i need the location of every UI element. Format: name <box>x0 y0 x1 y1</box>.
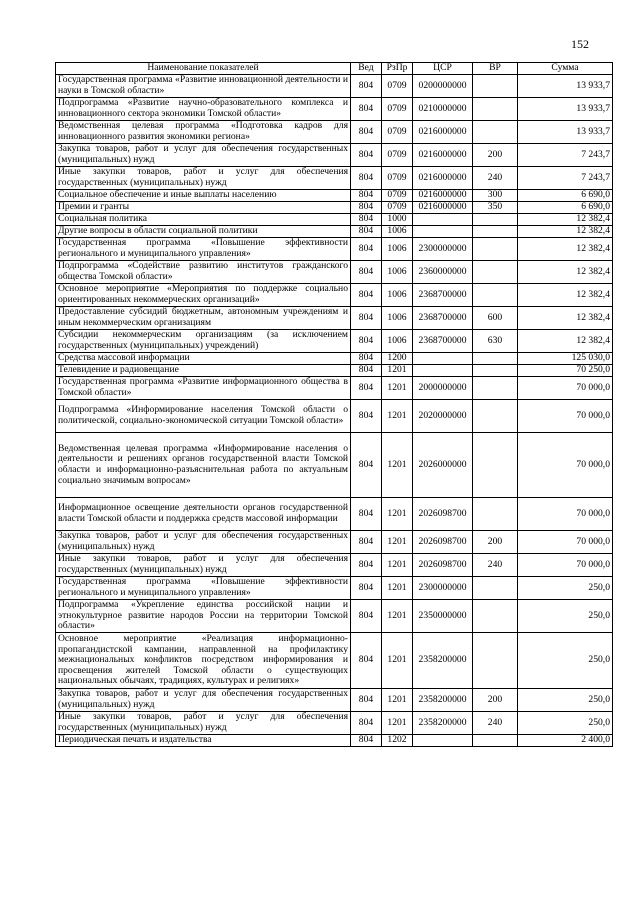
row-ved: 804 <box>351 167 382 190</box>
row-csr: 2358200000 <box>413 689 473 712</box>
row-vr: 600 <box>473 307 518 330</box>
row-csr <box>413 226 473 238</box>
row-vr <box>473 353 518 365</box>
row-sum: 12 382,4 <box>518 261 613 284</box>
row-ved: 804 <box>351 577 382 600</box>
row-rzpr: 1202 <box>382 735 413 747</box>
row-csr: 2358200000 <box>413 712 473 735</box>
row-csr: 0200000000 <box>413 75 473 98</box>
row-ved: 804 <box>351 121 382 144</box>
row-csr: 2020000000 <box>413 400 473 433</box>
row-rzpr: 0709 <box>382 75 413 98</box>
row-name: Государственная программа «Повышение эффективности регионального и муниципального управления» <box>56 238 351 261</box>
row-ved: 804 <box>351 98 382 121</box>
row-name: Государственная программа «Развитие информационного общества в Томской области» <box>56 377 351 400</box>
row-ved: 804 <box>351 735 382 747</box>
row-name: Средства массовой информации <box>56 353 351 365</box>
row-csr: 2026098700 <box>413 498 473 531</box>
row-csr: 0210000000 <box>413 98 473 121</box>
row-csr: 2358200000 <box>413 633 473 689</box>
row-rzpr: 1201 <box>382 377 413 400</box>
row-name: Основное мероприятие «Реализация информационно-пропагандистской кампании, направленной на профилактику межнациональных конфликтов посредством информирования и просвещения жителей Томской области о существующих национальных обычаях, традициях, культурах и религиях» <box>56 633 351 689</box>
row-ved: 804 <box>351 353 382 365</box>
column-header-sum: Сумма <box>518 63 613 75</box>
column-header-csr: ЦСР <box>413 63 473 75</box>
row-vr <box>473 498 518 531</box>
row-name: Социальное обеспечение и иные выплаты населению <box>56 190 351 202</box>
row-sum: 13 933,7 <box>518 75 613 98</box>
table-row <box>56 554 613 577</box>
row-sum: 250,0 <box>518 633 613 689</box>
row-csr <box>413 214 473 226</box>
row-name: Иные закупки товаров, работ и услуг для обеспечения государственных (муниципальных) нужд <box>56 167 351 190</box>
table-row <box>56 202 613 214</box>
row-vr <box>473 214 518 226</box>
row-csr: 2368700000 <box>413 307 473 330</box>
row-ved: 804 <box>351 284 382 307</box>
row-ved: 804 <box>351 365 382 377</box>
column-header-rzpr: РзПр <box>382 63 413 75</box>
row-name: Предоставление субсидий бюджетным, автономным учреждениям и иным некоммерческим организациям <box>56 307 351 330</box>
row-name: Иные закупки товаров, работ и услуг для обеспечения государственных (муниципальных) нужд <box>56 712 351 735</box>
table-row <box>56 121 613 144</box>
row-vr: 200 <box>473 531 518 554</box>
row-vr <box>473 633 518 689</box>
row-vr <box>473 75 518 98</box>
row-csr: 0216000000 <box>413 202 473 214</box>
table-row <box>56 377 613 400</box>
row-ved: 804 <box>351 144 382 167</box>
row-sum: 70 000,0 <box>518 377 613 400</box>
table-row <box>56 498 613 531</box>
row-rzpr: 1200 <box>382 353 413 365</box>
row-vr <box>473 121 518 144</box>
row-vr <box>473 433 518 498</box>
row-csr: 2368700000 <box>413 284 473 307</box>
row-sum: 12 382,4 <box>518 214 613 226</box>
row-rzpr: 0709 <box>382 202 413 214</box>
row-rzpr: 1201 <box>382 554 413 577</box>
table-row <box>56 600 613 633</box>
row-rzpr: 1201 <box>382 433 413 498</box>
row-csr <box>413 365 473 377</box>
row-vr: 300 <box>473 190 518 202</box>
row-sum: 13 933,7 <box>518 121 613 144</box>
row-vr <box>473 238 518 261</box>
row-ved: 804 <box>351 600 382 633</box>
row-rzpr: 1006 <box>382 226 413 238</box>
table-row <box>56 712 613 735</box>
row-csr <box>413 353 473 365</box>
column-header-name: Наименование показателей <box>56 63 351 75</box>
row-ved: 804 <box>351 400 382 433</box>
row-csr: 2026000000 <box>413 433 473 498</box>
budget-table <box>55 62 613 747</box>
row-rzpr: 1006 <box>382 238 413 261</box>
row-ved: 804 <box>351 531 382 554</box>
row-csr: 2300000000 <box>413 577 473 600</box>
row-sum: 12 382,4 <box>518 284 613 307</box>
row-ved: 804 <box>351 689 382 712</box>
row-name: Подпрограмма «Информирование населения Томской области о политической, социально-экономической ситуации Томской области» <box>56 400 351 433</box>
row-rzpr: 1006 <box>382 284 413 307</box>
page-number: 152 <box>571 37 589 51</box>
table-row <box>56 190 613 202</box>
table-row <box>56 144 613 167</box>
table-row <box>56 330 613 353</box>
table-row <box>56 307 613 330</box>
row-vr: 240 <box>473 554 518 577</box>
row-sum: 250,0 <box>518 689 613 712</box>
row-vr: 630 <box>473 330 518 353</box>
row-name: Телевидение и радиовещание <box>56 365 351 377</box>
row-name: Закупка товаров, работ и услуг для обеспечения государственных (муниципальных) нужд <box>56 144 351 167</box>
table-row <box>56 689 613 712</box>
row-rzpr: 1201 <box>382 600 413 633</box>
row-rzpr: 0709 <box>382 98 413 121</box>
table-row <box>56 238 613 261</box>
row-name: Подпрограмма «Содействие развитию институтов гражданского общества Томской области» <box>56 261 351 284</box>
row-name: Закупка товаров, работ и услуг для обеспечения государственных (муниципальных) нужд <box>56 531 351 554</box>
row-sum: 70 000,0 <box>518 554 613 577</box>
row-rzpr: 1201 <box>382 577 413 600</box>
row-name: Премии и гранты <box>56 202 351 214</box>
row-rzpr: 1201 <box>382 365 413 377</box>
row-vr: 350 <box>473 202 518 214</box>
table-row <box>56 735 613 747</box>
row-rzpr: 0709 <box>382 190 413 202</box>
row-name: Социальная политика <box>56 214 351 226</box>
row-csr: 2368700000 <box>413 330 473 353</box>
row-rzpr: 1000 <box>382 214 413 226</box>
table-row <box>56 531 613 554</box>
row-sum: 12 382,4 <box>518 226 613 238</box>
row-ved: 804 <box>351 307 382 330</box>
row-ved: 804 <box>351 633 382 689</box>
table-row <box>56 633 613 689</box>
row-name: Субсидии некоммерческим организациям (за исключением государственных (муниципальных) учреждений) <box>56 330 351 353</box>
row-sum: 2 400,0 <box>518 735 613 747</box>
table-row <box>56 433 613 498</box>
row-ved: 804 <box>351 377 382 400</box>
row-csr: 2360000000 <box>413 261 473 284</box>
row-vr <box>473 735 518 747</box>
row-vr: 240 <box>473 167 518 190</box>
row-name: Другие вопросы в области социальной политики <box>56 226 351 238</box>
table-row <box>56 75 613 98</box>
row-rzpr: 0709 <box>382 121 413 144</box>
row-sum: 70 000,0 <box>518 400 613 433</box>
row-ved: 804 <box>351 214 382 226</box>
row-vr <box>473 600 518 633</box>
row-csr: 2000000000 <box>413 377 473 400</box>
row-csr: 2300000000 <box>413 238 473 261</box>
row-sum: 7 243,7 <box>518 167 613 190</box>
row-csr: 0216000000 <box>413 190 473 202</box>
row-name: Закупка товаров, работ и услуг для обеспечения государственных (муниципальных) нужд <box>56 689 351 712</box>
row-vr <box>473 98 518 121</box>
table-row <box>56 98 613 121</box>
row-ved: 804 <box>351 75 382 98</box>
row-name: Подпрограмма «Развитие научно-образовательного комплекса и инновационного сектора экономики Томской области» <box>56 98 351 121</box>
row-rzpr: 0709 <box>382 167 413 190</box>
row-name: Периодическая печать и издательства <box>56 735 351 747</box>
row-rzpr: 1201 <box>382 498 413 531</box>
row-name: Ведомственная целевая программа «Подготовка кадров для инновационного развития экономики региона» <box>56 121 351 144</box>
row-ved: 804 <box>351 226 382 238</box>
row-sum: 12 382,4 <box>518 330 613 353</box>
row-ved: 804 <box>351 202 382 214</box>
row-rzpr: 1201 <box>382 531 413 554</box>
row-vr: 200 <box>473 689 518 712</box>
row-sum: 250,0 <box>518 577 613 600</box>
row-vr <box>473 226 518 238</box>
row-rzpr: 1201 <box>382 689 413 712</box>
row-sum: 7 243,7 <box>518 144 613 167</box>
row-sum: 6 690,0 <box>518 202 613 214</box>
table-row <box>56 261 613 284</box>
row-csr: 2026098700 <box>413 554 473 577</box>
row-sum: 70 000,0 <box>518 531 613 554</box>
row-sum: 6 690,0 <box>518 190 613 202</box>
table-row <box>56 400 613 433</box>
row-sum: 125 030,0 <box>518 353 613 365</box>
row-rzpr: 1006 <box>382 307 413 330</box>
row-rzpr: 1201 <box>382 633 413 689</box>
row-rzpr: 1006 <box>382 330 413 353</box>
row-rzpr: 1201 <box>382 400 413 433</box>
row-vr <box>473 377 518 400</box>
row-ved: 804 <box>351 238 382 261</box>
row-name: Государственная программа «Повышение эффективности регионального и муниципального управления» <box>56 577 351 600</box>
row-ved: 804 <box>351 554 382 577</box>
table-row <box>56 577 613 600</box>
row-sum: 13 933,7 <box>518 98 613 121</box>
row-vr <box>473 400 518 433</box>
row-ved: 804 <box>351 712 382 735</box>
row-name: Информационное освещение деятельности органов государственной власти Томской области и поддержка средств массовой информации <box>56 498 351 531</box>
row-sum: 250,0 <box>518 712 613 735</box>
row-name: Подпрограмма «Укрепление единства российской нации и этнокультурное развитие народов России на территории Томской области» <box>56 600 351 633</box>
row-rzpr: 0709 <box>382 144 413 167</box>
row-csr: 0216000000 <box>413 121 473 144</box>
table-row <box>56 365 613 377</box>
row-vr <box>473 577 518 600</box>
table-row <box>56 226 613 238</box>
row-sum: 12 382,4 <box>518 307 613 330</box>
row-ved: 804 <box>351 433 382 498</box>
row-ved: 804 <box>351 261 382 284</box>
row-vr <box>473 365 518 377</box>
column-header-vr: ВР <box>473 63 518 75</box>
table-row <box>56 284 613 307</box>
row-ved: 804 <box>351 498 382 531</box>
row-csr: 0216000000 <box>413 144 473 167</box>
table-header-row <box>56 63 613 75</box>
row-vr <box>473 261 518 284</box>
row-name: Иные закупки товаров, работ и услуг для обеспечения государственных (муниципальных) нужд <box>56 554 351 577</box>
row-sum: 70 000,0 <box>518 433 613 498</box>
table-row <box>56 214 613 226</box>
row-name: Основное мероприятие «Мероприятия по поддержке социально ориентированных некоммерческих организаций» <box>56 284 351 307</box>
row-rzpr: 1006 <box>382 261 413 284</box>
row-csr: 2026098700 <box>413 531 473 554</box>
row-vr: 200 <box>473 144 518 167</box>
row-sum: 70 000,0 <box>518 498 613 531</box>
row-ved: 804 <box>351 330 382 353</box>
row-vr: 240 <box>473 712 518 735</box>
row-csr: 0216000000 <box>413 167 473 190</box>
table-row <box>56 353 613 365</box>
row-ved: 804 <box>351 190 382 202</box>
row-vr <box>473 284 518 307</box>
row-sum: 12 382,4 <box>518 238 613 261</box>
column-header-ved: Вед <box>351 63 382 75</box>
row-csr <box>413 735 473 747</box>
row-name: Государственная программа «Развитие инновационной деятельности и науки в Томской области» <box>56 75 351 98</box>
row-name: Ведомственная целевая программа «Информирование населения о деятельности и решениях органов государственной власти Томской области и информационно-разъяснительная работа по актуальным социально значимым вопросам» <box>56 433 351 498</box>
row-sum: 70 250,0 <box>518 365 613 377</box>
table-row <box>56 167 613 190</box>
row-csr: 2350000000 <box>413 600 473 633</box>
row-rzpr: 1201 <box>382 712 413 735</box>
row-sum: 250,0 <box>518 600 613 633</box>
